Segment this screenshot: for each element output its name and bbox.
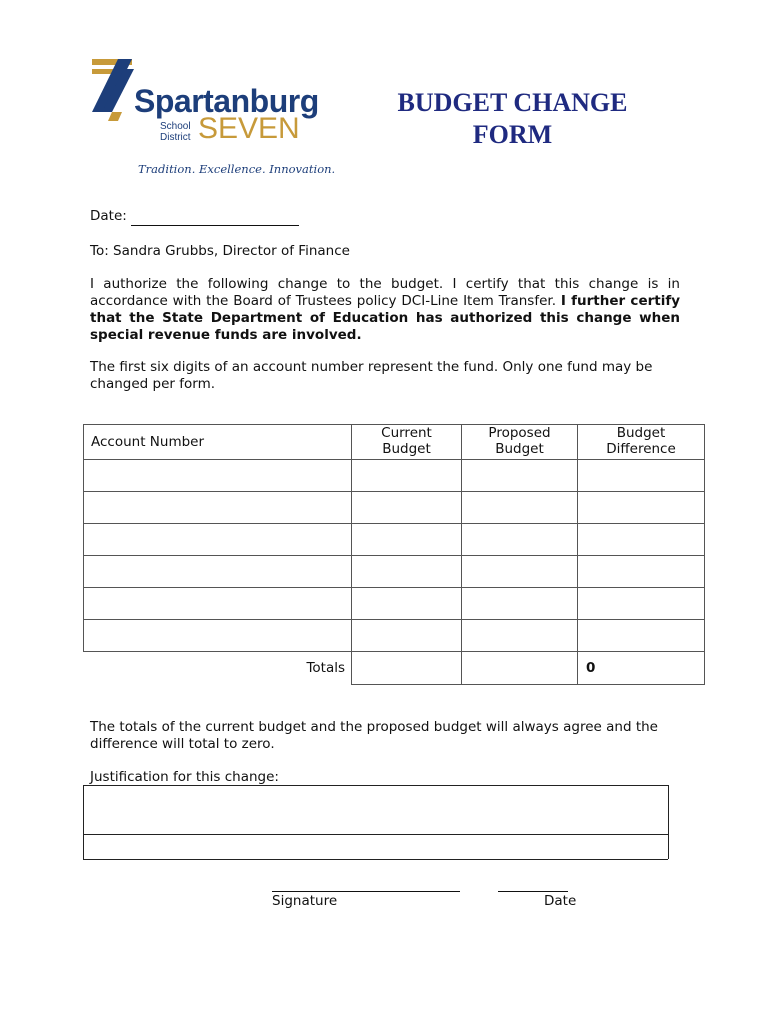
budget-difference-cell[interactable] (578, 524, 705, 556)
table-row (84, 460, 705, 492)
total-current-budget[interactable] (352, 652, 462, 685)
logo-tagline: Tradition. Excellence. Innovation. (138, 162, 336, 176)
logo-school-district: School District (160, 121, 191, 143)
total-proposed-budget[interactable] (462, 652, 578, 685)
current-budget-cell[interactable] (352, 524, 462, 556)
date-field-line[interactable] (131, 225, 299, 226)
proposed-budget-cell[interactable] (462, 588, 578, 620)
budget-difference-cell[interactable] (578, 492, 705, 524)
account-number-cell[interactable] (84, 460, 352, 492)
table-row (84, 620, 705, 652)
account-number-cell[interactable] (84, 492, 352, 524)
account-number-cell[interactable] (84, 524, 352, 556)
account-number-cell[interactable] (84, 588, 352, 620)
budget-difference-cell[interactable] (578, 588, 705, 620)
budget-difference-cell[interactable] (578, 460, 705, 492)
proposed-budget-cell[interactable] (462, 524, 578, 556)
totals-note: The totals of the current budget and the proposed budget will always agree and the difference will total to zero. (90, 719, 658, 752)
table-header-row (84, 425, 705, 460)
recipient-line: To: Sandra Grubbs, Director of Finance (90, 243, 350, 259)
proposed-budget-cell[interactable] (462, 460, 578, 492)
table-row (84, 524, 705, 556)
signature-line[interactable] (272, 891, 460, 892)
justification-box[interactable] (83, 785, 669, 859)
justification-line[interactable] (83, 859, 668, 860)
logo-seven: SEVEN (198, 112, 300, 145)
logo-wordmark: Spartanburg (134, 83, 319, 119)
date-label: Date: (90, 208, 127, 224)
totals-label: Totals (306, 660, 345, 677)
proposed-budget-cell[interactable] (462, 620, 578, 652)
signature-date-label: Date (544, 893, 577, 909)
justification-line[interactable] (83, 834, 668, 835)
current-budget-cell[interactable] (352, 620, 462, 652)
budget-difference-cell[interactable] (578, 620, 705, 652)
current-budget-cell[interactable] (352, 460, 462, 492)
table-row (84, 556, 705, 588)
authorization-paragraph: I authorize the following change to the budget. I certify that this change is in accordance with the Board of Trustees policy DCI-Line Item Transfer. I further certify that the State Department of Education has authorized this change when special revenue funds are involved. (90, 276, 681, 343)
totals-row (84, 652, 705, 685)
header-proposed-budget: Proposed Budget (462, 425, 578, 460)
current-budget-cell[interactable] (352, 588, 462, 620)
account-number-cell[interactable] (84, 556, 352, 588)
budget-difference-cell[interactable] (578, 556, 705, 588)
header-current-budget: Current Budget (352, 425, 462, 460)
account-number-cell[interactable] (84, 620, 352, 652)
table-row (84, 588, 705, 620)
current-budget-cell[interactable] (352, 492, 462, 524)
table-row (84, 492, 705, 524)
form-title: BUDGET CHANGE FORM (397, 88, 628, 149)
proposed-budget-cell[interactable] (462, 492, 578, 524)
signature-date-line[interactable] (498, 891, 568, 892)
total-budget-difference: 0 (578, 652, 705, 685)
budget-table (83, 424, 705, 685)
signature-label: Signature (272, 893, 338, 909)
current-budget-cell[interactable] (352, 556, 462, 588)
header-account-number: Account Number (84, 425, 352, 460)
proposed-budget-cell[interactable] (462, 556, 578, 588)
account-number-note: The first six digits of an account number represent the fund. Only one fund may be changed per form. (90, 359, 653, 392)
justification-label: Justification for this change: (90, 769, 279, 785)
header-budget-difference: Budget Difference (578, 425, 705, 460)
